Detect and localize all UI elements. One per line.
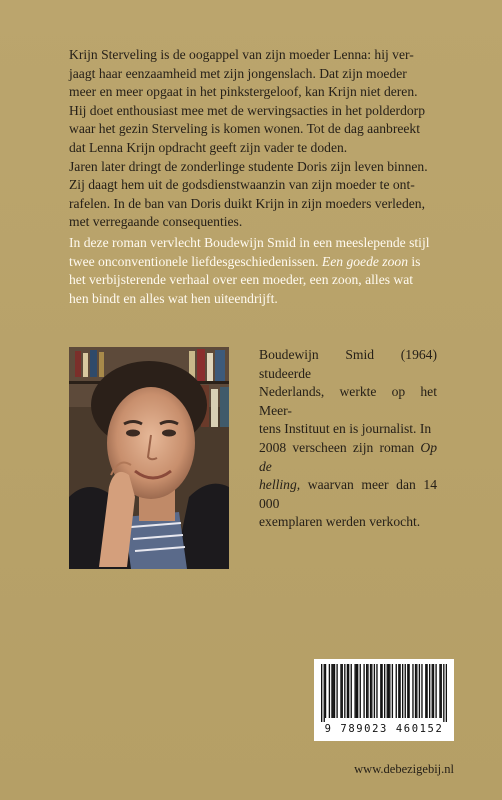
- bio-line: tens Instituut en is journalist. In: [259, 421, 432, 437]
- publisher-website: www.debezigebij.nl: [354, 762, 454, 776]
- barcode-bar: [416, 664, 417, 718]
- bio-line: exemplaren werden verkocht.: [259, 514, 421, 530]
- barcode-bar: [356, 664, 357, 718]
- barcode-bar: [363, 664, 364, 718]
- synopsis-line: waar het gezin Sterveling is komen wonen. Tot de dag aanbreekt: [69, 121, 420, 137]
- bio-line: [259, 476, 437, 513]
- summary-paragraph: [69, 234, 437, 308]
- barcode-bar: [321, 664, 322, 722]
- synopsis-line: jaagt haar eenzaamheid met zijn jongenslach. Dat zijn moeder: [69, 65, 407, 81]
- barcode-bar: [357, 664, 358, 718]
- barcode-bar: [360, 664, 361, 718]
- barcode-bar: [396, 664, 397, 718]
- barcode-bar: [389, 664, 390, 718]
- summary-line: In deze roman vervlecht Boudewijn Smid in een meeslepende stijl: [69, 235, 430, 250]
- barcode-bar: [405, 664, 406, 718]
- barcode-bar: [384, 664, 385, 718]
- barcode-bar: [446, 664, 447, 722]
- summary-text: twee onconventionele liefdesgeschiedenissen.: [69, 253, 319, 269]
- synopsis-line: dat Lenna Krijn opdracht geeft zijn vader te doden.: [69, 139, 348, 155]
- barcode-bar: [402, 664, 403, 718]
- synopsis-line: Jaren later dringt de zonderlinge studente Doris zijn leven binnen.: [69, 158, 428, 174]
- barcode-bar: [412, 664, 413, 718]
- barcode-bar: [333, 664, 334, 718]
- barcode-bar: [415, 664, 416, 718]
- barcode-bar: [370, 664, 371, 718]
- barcode-bar: [334, 664, 335, 718]
- barcode-bar: [441, 664, 442, 718]
- barcode-bar: [354, 664, 355, 718]
- novel-title: Een goede zoon: [321, 253, 408, 269]
- bio-line: Nederlands, werkte op het Meer-: [259, 384, 437, 418]
- synopsis-line: Hij doet enthousiast mee met de wervingsacties in het polderdorp: [69, 102, 425, 118]
- barcode-bar: [329, 664, 330, 718]
- barcode-bar: [443, 664, 444, 722]
- barcode-bar: [376, 664, 377, 718]
- barcode-bar: [392, 664, 393, 718]
- barcode-bars: [321, 664, 447, 722]
- barcode-bar: [433, 664, 434, 718]
- barcode-bar: [432, 664, 433, 718]
- barcode-bar: [331, 664, 332, 718]
- barcode-bar: [426, 664, 427, 718]
- barcode-bar: [435, 664, 436, 718]
- summary-text: is: [411, 253, 421, 269]
- barcode-bar: [340, 664, 341, 718]
- barcode-bar: [398, 664, 399, 718]
- barcode-bar: [344, 664, 345, 718]
- barcode-bar: [407, 664, 408, 718]
- synopsis-line: Krijn Sterveling is de oogappel van zijn moeder Lenna: hij ver-: [69, 47, 414, 62]
- barcode-bar: [380, 664, 381, 718]
- barcode-bar: [351, 664, 352, 718]
- summary-line: hen bindt en alles wat hen uiteendrijft.: [69, 290, 278, 306]
- author-bio: [259, 346, 437, 532]
- barcode-bar: [408, 664, 409, 718]
- barcode-bar: [342, 664, 343, 718]
- summary-line: het verbijsterende verhaal over een moeder, een zoon, alles wat: [69, 272, 414, 288]
- barcode-bar: [419, 664, 420, 718]
- barcode-bar: [425, 664, 426, 718]
- bio-text: waarvan meer dan 14 000: [259, 477, 437, 511]
- barcode-bar: [366, 664, 367, 718]
- barcode-bar: [336, 664, 337, 718]
- barcode-bar: [324, 664, 325, 722]
- summary-line: [69, 253, 437, 272]
- synopsis-line: met verregaande consequenties.: [69, 214, 243, 230]
- author-photo: [69, 347, 229, 569]
- synopsis-paragraph: [69, 46, 437, 232]
- barcode-bar: [439, 664, 440, 718]
- previous-novel-title: Op de: [259, 439, 437, 474]
- barcode-bar: [387, 664, 388, 718]
- barcode-bar: [421, 664, 422, 718]
- synopsis-line: rafelen. In de ban van Doris duikt Krijn in zijn moeders verleden,: [69, 195, 425, 211]
- synopsis-line: meer en meer opgaat in het pinkstergeloof, kan Krijn niet deren.: [69, 84, 418, 100]
- barcode-bar: [347, 664, 348, 718]
- barcode-bar: [348, 664, 349, 718]
- barcode-bar: [399, 664, 400, 718]
- barcode-bar: [381, 664, 382, 718]
- barcode-bar: [374, 664, 375, 718]
- barcode-bar: [429, 664, 430, 718]
- bio-text: 2008 verscheen zijn roman: [259, 439, 415, 455]
- barcode: [314, 659, 454, 741]
- bio-line: Boudewijn Smid (1964) studeerde: [259, 347, 437, 381]
- barcode-bar: [371, 664, 372, 718]
- barcode-bar: [325, 664, 326, 718]
- bio-line: [259, 439, 437, 476]
- barcode-bar: [388, 664, 389, 718]
- barcode-bar: [367, 664, 368, 718]
- isbn-number: 9 789023 460152: [324, 723, 444, 735]
- previous-novel-title: helling,: [259, 477, 301, 493]
- synopsis-line: Zij daagt hem uit de godsdienstwaanzin van zijn moeder te ont-: [69, 177, 415, 193]
